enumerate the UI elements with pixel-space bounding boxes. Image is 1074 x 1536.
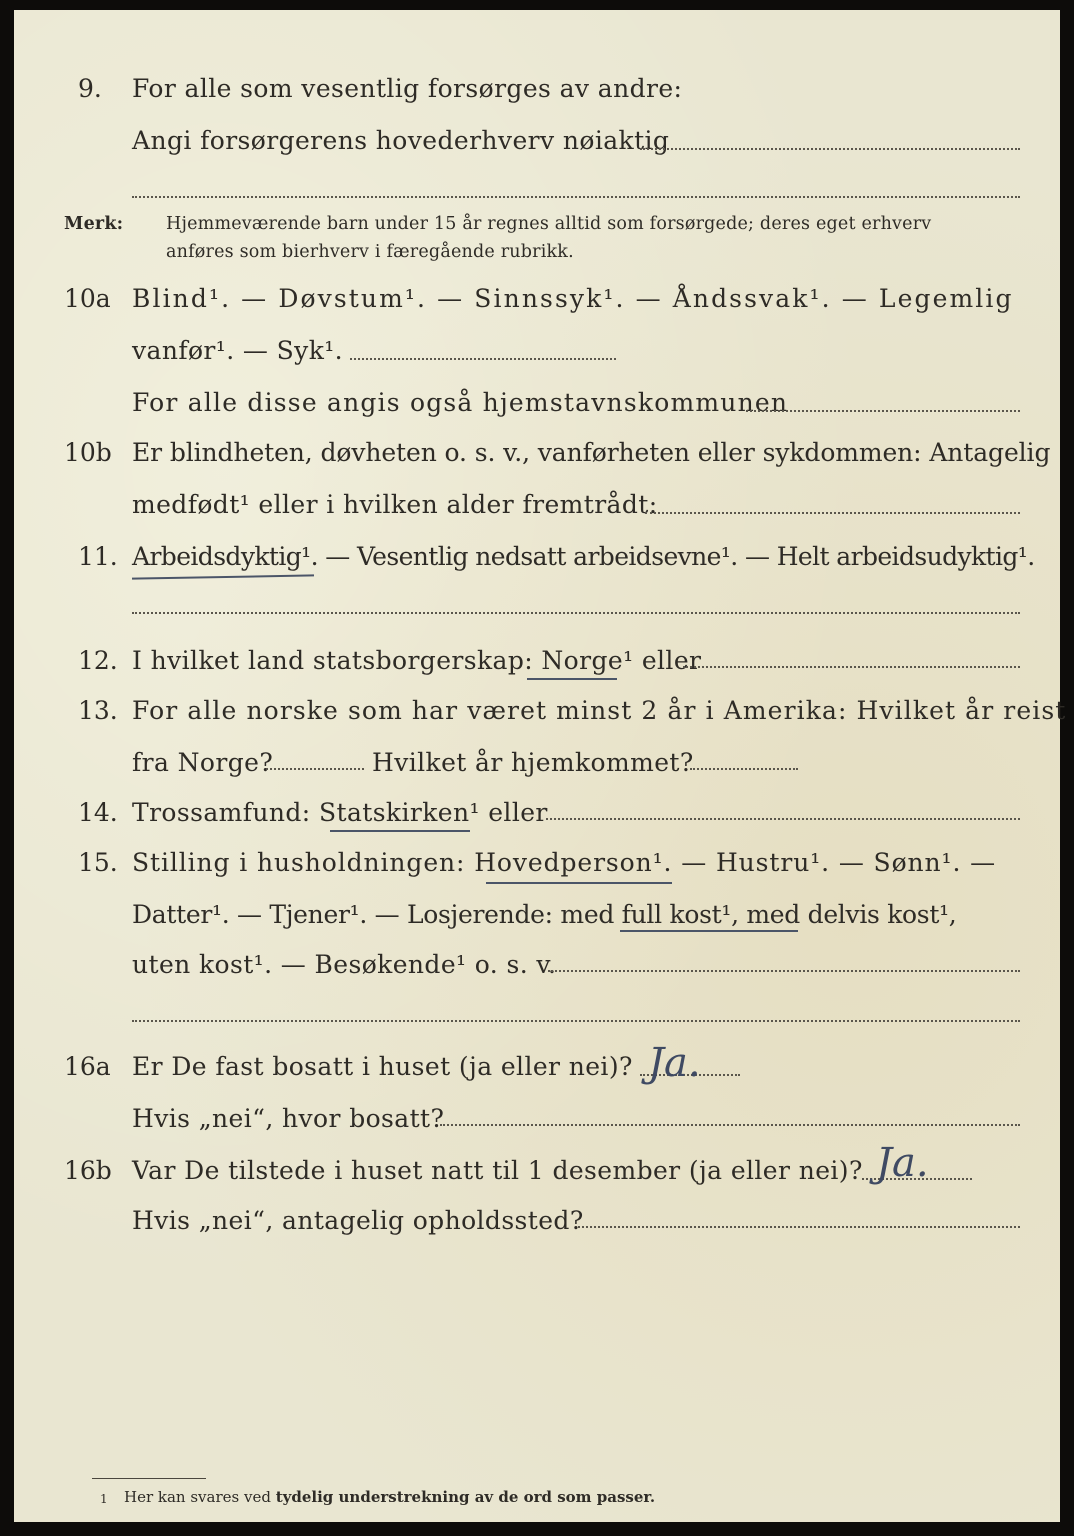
item-16b-line-2: Hvis „nei“, antagelig opholdssted? bbox=[132, 1206, 584, 1235]
answer-line[interactable] bbox=[350, 358, 616, 360]
item-13-line-1: For alle norske som har været minst 2 år i Amerika: Hvilket år reist bbox=[132, 696, 1067, 725]
item-12-line-1: I hvilket land statsborgerskap: Norge¹ eller bbox=[132, 646, 702, 675]
answer-underline bbox=[486, 882, 672, 884]
item-9-line-1: For alle som vesentlig forsørges av andre: bbox=[132, 74, 683, 103]
item-13-line-3: Hvilket år hjemkommet? bbox=[372, 748, 694, 777]
answer-line[interactable] bbox=[548, 970, 1020, 972]
item-16a-line-2: Hvis „nei“, hvor bosatt? bbox=[132, 1104, 445, 1133]
item-16b-line-1: Var De tilstede i huset natt til 1 desember (ja eller nei)? bbox=[132, 1156, 863, 1185]
answer-line[interactable] bbox=[690, 768, 798, 770]
item-10b-line-2: medfødt¹ eller i hvilken alder fremtrådt: bbox=[132, 490, 658, 519]
item-number-11: 11. bbox=[78, 542, 118, 571]
answer-underline bbox=[527, 678, 617, 680]
answer-line[interactable] bbox=[132, 1020, 1020, 1022]
footnote-rule bbox=[92, 1478, 206, 1479]
item-14-line-1: Trossamfund: Statskirken¹ eller bbox=[132, 798, 548, 827]
handwritten-answer-16b: Ja. bbox=[876, 1140, 929, 1186]
footnote-text bbox=[124, 1488, 655, 1506]
answer-line[interactable] bbox=[683, 666, 1020, 668]
note-line-1: Hjemmeværende barn under 15 år regnes alltid som forsørgede; deres eget erhverv bbox=[166, 214, 932, 234]
item-number-9: 9. bbox=[78, 74, 102, 103]
item-number-14: 14. bbox=[78, 798, 118, 827]
footnote-text-bold: tydelig understrekning av de ord som passer. bbox=[275, 1488, 656, 1506]
item-15-line-1: Stilling i husholdningen: Hovedperson¹. — Hustru¹. — Sønn¹. — bbox=[132, 848, 997, 877]
item-9-line-2: Angi forsørgerens hovederhverv nøiaktig bbox=[132, 126, 670, 155]
item-number-12: 12. bbox=[78, 646, 118, 675]
item-11-line-1: Arbeidsdyktig¹. — Vesentlig nedsatt arbeidsevne¹. — Helt arbeidsudyktig¹. bbox=[132, 542, 1035, 571]
answer-line[interactable] bbox=[440, 1124, 1020, 1126]
item-number-10a: 10a bbox=[64, 284, 111, 313]
answer-line[interactable] bbox=[132, 612, 1020, 614]
answer-line[interactable] bbox=[645, 512, 1020, 514]
answer-underline bbox=[330, 830, 470, 832]
answer-line[interactable] bbox=[746, 410, 1020, 412]
item-number-15: 15. bbox=[78, 848, 118, 877]
item-number-10b: 10b bbox=[64, 438, 112, 467]
item-13-line-2: fra Norge? bbox=[132, 748, 274, 777]
item-10b-line-1: Er blindheten, døvheten o. s. v., vanførheten eller sykdommen: Antagelig bbox=[132, 438, 1051, 467]
answer-line[interactable] bbox=[578, 1226, 1020, 1228]
item-number-13: 13. bbox=[78, 696, 118, 725]
answer-underline bbox=[620, 930, 798, 932]
item-10a-line-3: For alle disse angis også hjemstavnskommunen bbox=[132, 388, 789, 417]
answer-line[interactable] bbox=[640, 148, 1020, 150]
handwritten-answer-16a: Ja. bbox=[648, 1040, 701, 1086]
footnote-text-plain: Her kan svares ved bbox=[124, 1488, 271, 1506]
item-number-16a: 16a bbox=[64, 1052, 111, 1081]
answer-line[interactable] bbox=[266, 768, 364, 770]
item-10a-line-1: Blind¹. — Døvstum¹. — Sinnssyk¹. — Åndssvak¹. — Legemlig bbox=[132, 284, 1014, 313]
note-line-2: anføres som bierhverv i færegående rubrikk. bbox=[166, 242, 574, 262]
item-10a-line-2: vanfør¹. — Syk¹. bbox=[132, 336, 344, 365]
footnote-marker: 1 bbox=[100, 1492, 108, 1506]
answer-line[interactable] bbox=[132, 196, 1020, 198]
item-15-line-3: uten kost¹. — Besøkende¹ o. s. v. bbox=[132, 950, 557, 979]
item-15-line-2: Datter¹. — Tjener¹. — Losjerende: med full kost¹, med delvis kost¹, bbox=[132, 900, 957, 929]
answer-line[interactable] bbox=[546, 818, 1020, 820]
note-label: Merk: bbox=[64, 214, 124, 234]
item-number-16b: 16b bbox=[64, 1156, 112, 1185]
item-16a-line-1: Er De fast bosatt i huset (ja eller nei)? bbox=[132, 1052, 633, 1081]
